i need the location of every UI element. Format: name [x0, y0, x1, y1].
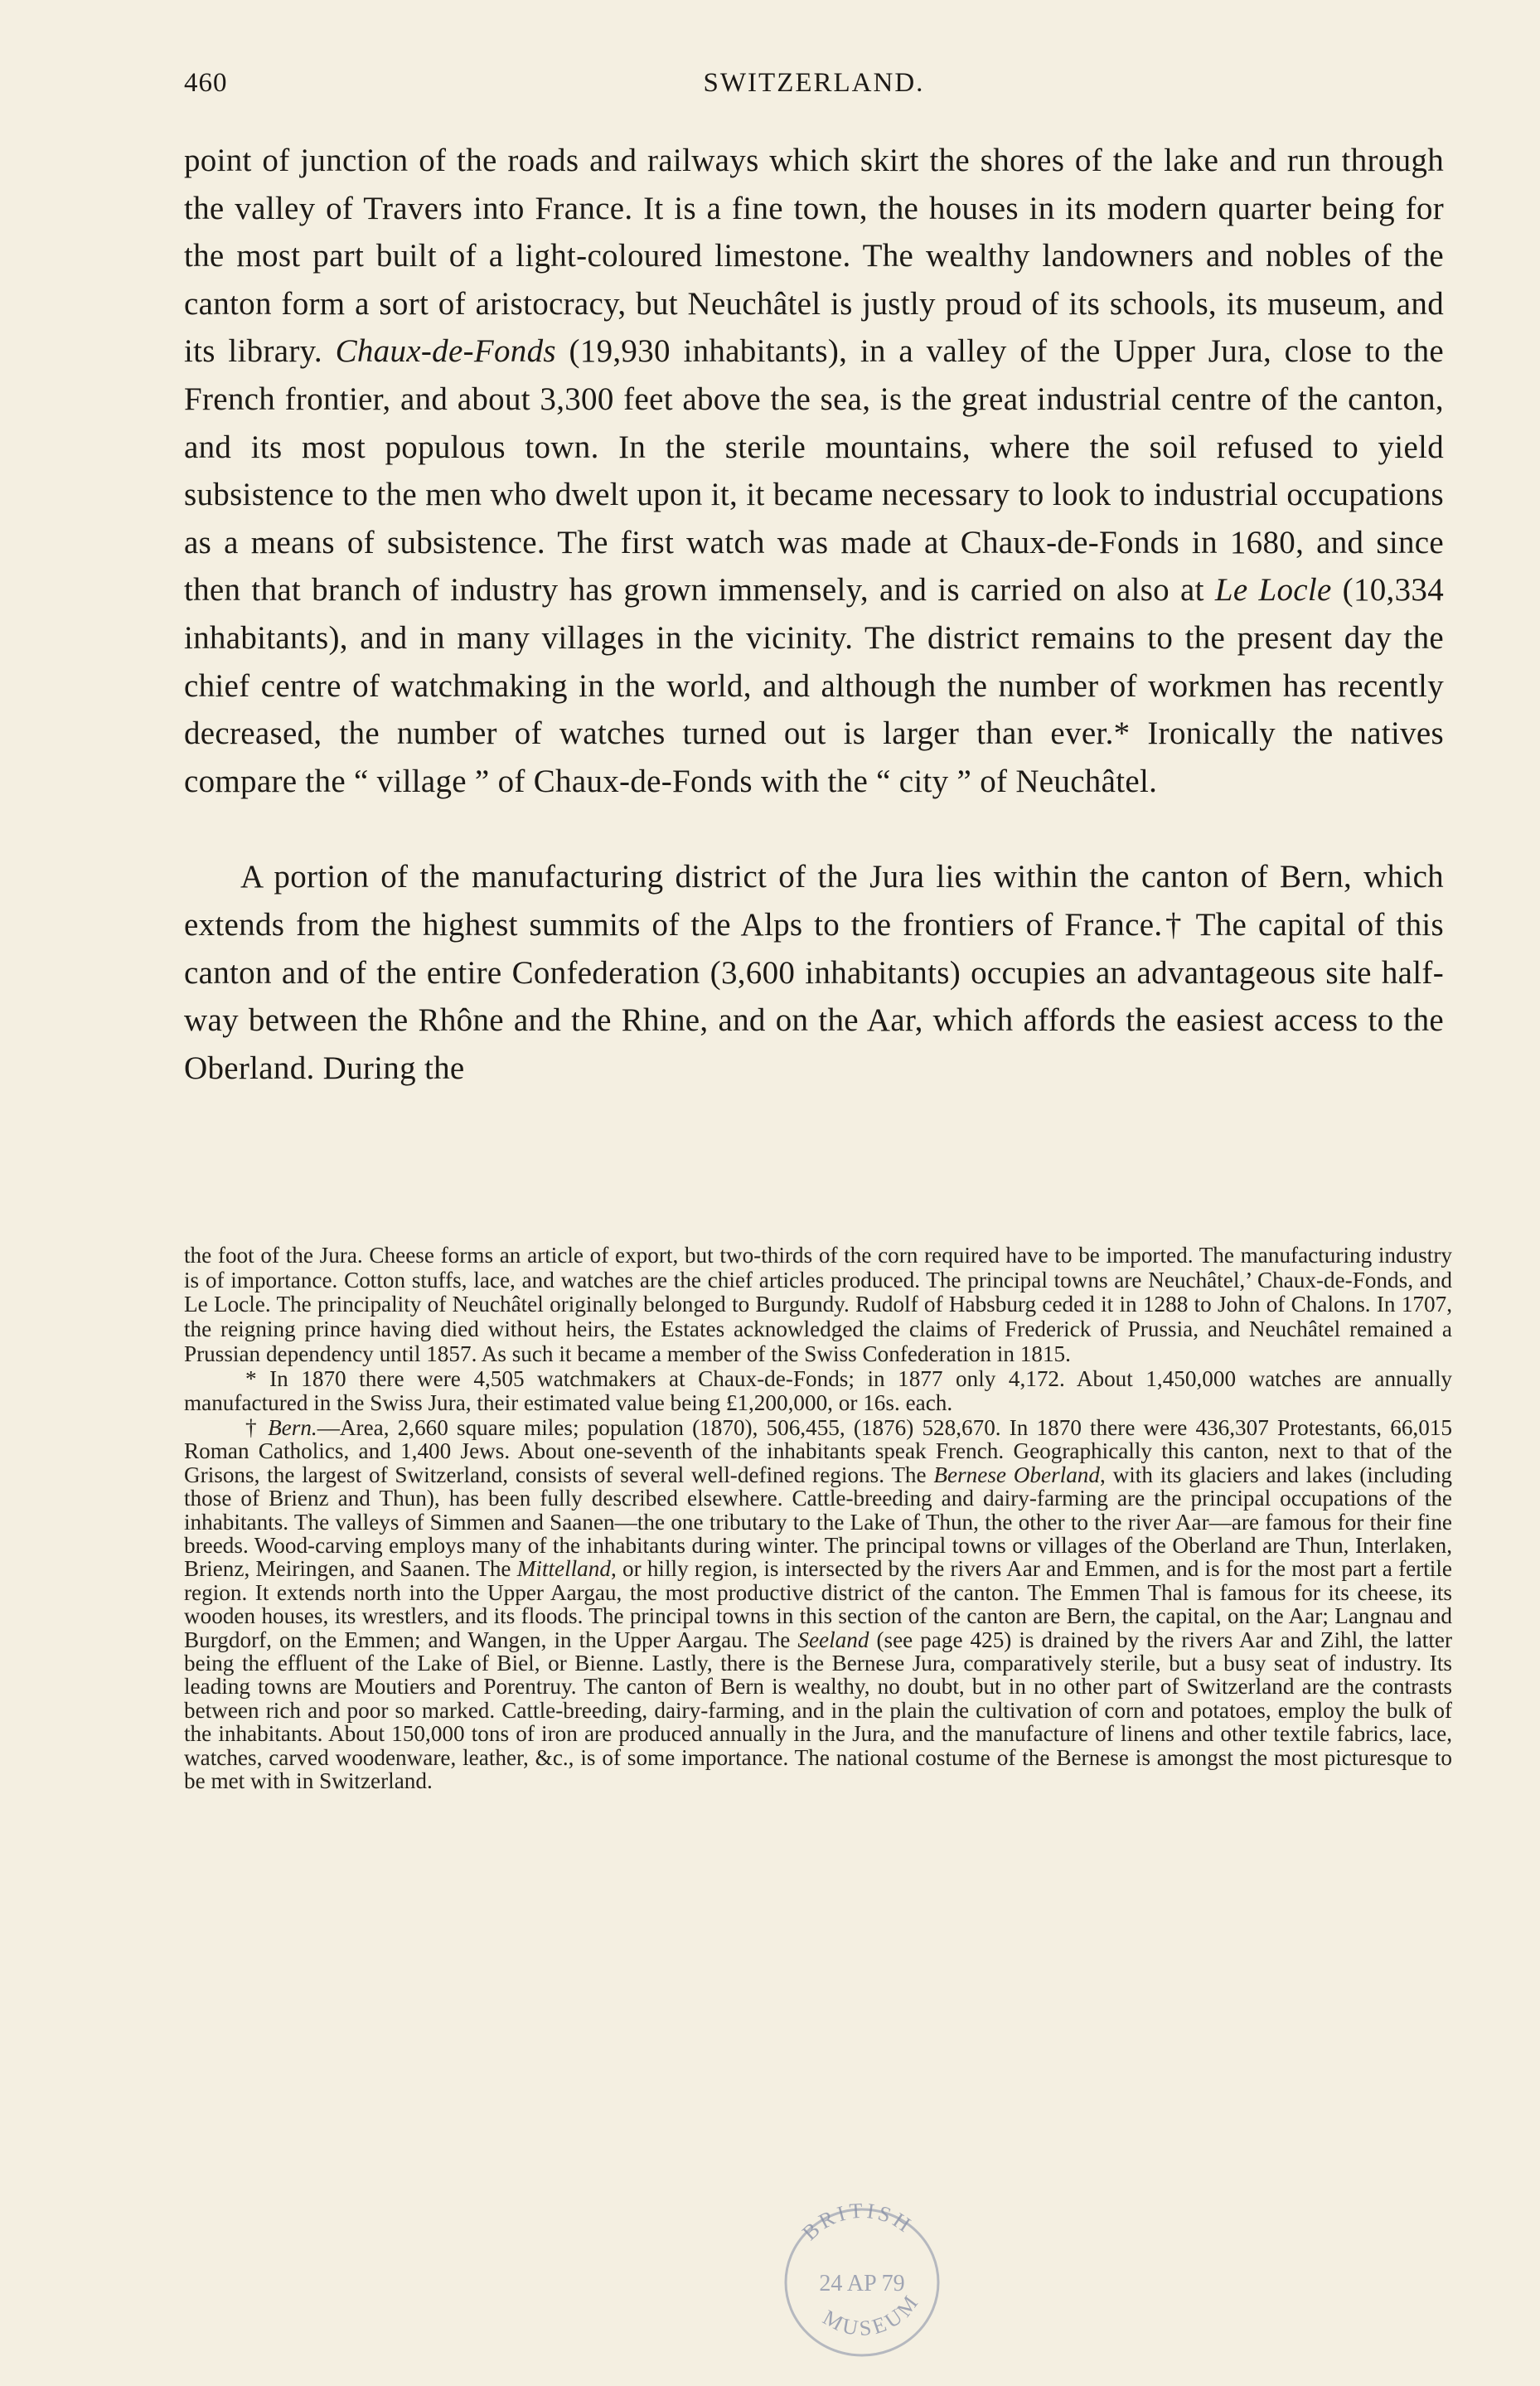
page-number: 460	[184, 68, 228, 98]
library-stamp	[771, 2193, 953, 2367]
footnote-bern-part-d: (see page 425) is drained by the rivers Aar and Zihl, the latter being the effluent of the Lake of Biel, or Bienne. Lastly, there is the Bernese Jura, comparatively sterile, but a busy seat of industry. Its leading towns are Moutiers and Porentruy. The canton of Bern is wealthy, no doubt, but in no other part of Switzerland are the contrasts between rich and poor so marked. Cattle-breeding, dairy-farming, and in the plain the cultivation of corn and potatoes, employ the bulk of the inhabitants. About 150,000 tons of iron are produced annually in the Jura, and the manufacture of linens and other textile fabrics, lace, watches, carved woodenware, leather, &c., is of some importance. The national costume of the Bernese is amongst the most picturesque to be met with in Switzerland.	[184, 1627, 1452, 1794]
stamp-top-text: BRITISH	[797, 2198, 918, 2245]
footnotes	[184, 1244, 1452, 1792]
footnote-dagger-mark: †	[245, 1414, 269, 1440]
place-chaux-de-fonds: Chaux-de-Fonds	[335, 333, 556, 370]
footnote-star: * In 1870 there were 4,505 watchmakers at Chaux-de-Fonds; in 1877 only 4,172. About 1,450,000 watches are annually manufactured in the Swiss Jura, their estimated value being £1,200,000, or 16s. each.	[184, 1365, 1452, 1416]
footnote-continued: the foot of the Jura. Cheese forms an article of export, but two-thirds of the corn required have to be imported. The manufacturing industry is of importance. Cotton stuffs, lace, and watches are the chief articles produced. The principal towns are Neuchâtel,’ Chaux-de-Fonds, and Le Locle. The principality of Neuchâtel originally belonged to Burgundy. Rudolf of Habsburg ceded it in 1288 to John of Chalons. In 1707, the reigning prince having died without heirs, the Estates acknowledged the claims of Frederick of Prussia, and Neuchâtel remained a Prussian dependency until 1857. As such it became a member of the Swiss Confederation in 1815.	[184, 1243, 1452, 1366]
footnote-bern-title: Bern.	[268, 1414, 317, 1440]
page-header	[184, 68, 1444, 109]
main-text	[184, 137, 1444, 1092]
paragraph-1-part-b: (19,930 inhabitants), in a valley of the Upper Jura, close to the French frontier, and about 3,300 feet above the sea, is the great industrial centre of the canton, and its most populous town. In the sterile mountains, where the soil refused to yield subsistence to the men who dwelt upon it, it became necessary to look to industrial occupations as a means of subsistence. The first watch was made at Chaux-de-Fonds in 1680, and since then that branch of industry has grown immensely, and is carried on also at	[184, 333, 1444, 609]
term-bernese-oberland: Bernese Oberland	[933, 1462, 1100, 1487]
footnote-bern-part-a: —Area, 2,660 square miles; population (1870), 506,455, (1876) 528,670. In 1870 there were 436,307 Protestants, 66,015 Roman Catholics, and 1,400 Jews. About one-seventh of the inhabitants speak French. Geographically this canton, next to that of the Grisons, the largest of Switzerland, consists of several well-defined regions. The	[184, 1414, 1453, 1487]
paragraph-1	[184, 137, 1444, 805]
stamp-date: 24 AP 79	[819, 2271, 905, 2296]
footnote-bern-part-c: , or hilly region, is intersected by the rivers Aar and Emmen, and is for the most part a fertile region. It extends north into the Upper Aargau, the most productive district of the canton. The Emmen Thal is famous for its cheese, its wooden houses, its wrestlers, and its floods. The principal towns in this section of the canton are Bern, the capital, on the Aar; Langnau and Burgdorf, on the Emmen; and Wangen, in the Upper Aargau. The	[184, 1556, 1452, 1652]
paragraph-2: A portion of the manufacturing district of the Jura lies within the canton of Bern, which extends from the highest summits of the Alps to the frontiers of France.† The capital of this canton and of the entire Confederation (3,600 inhabitants) occupies an advantageous site half-way between the Rhône and the Rhine, and on the Aar, which affords the easiest access to the Oberland. During the	[184, 859, 1444, 1086]
term-seeland: Seeland	[797, 1627, 869, 1652]
place-le-locle: Le Locle	[1214, 572, 1332, 609]
library-stamp-graphic	[771, 2193, 953, 2367]
term-mittelland: Mittelland	[516, 1556, 611, 1582]
paragraph-1-part-c: (10,334 inhabitants), and in many villages in the vicinity. The district remains to the present day the chief centre of watchmaking in the world, and although the number of workmen has recently decreased, the number of watches turned out is larger than ever.* Ironically the natives compare the “ village ” of Chaux-de-Fonds with the “ city ” of Neuchâtel.	[184, 572, 1445, 799]
paragraph-1-part-a: point of junction of the roads and railways which skirt the shores of the lake and run through the valley of Travers into France. It is a fine town, the houses in its modern quarter being for the most part built of a light-coloured limestone. The wealthy landowners and nobles of the canton form a sort of aristocracy, but Neuchâtel is justly proud of its schools, its museum, and its library.	[184, 143, 1444, 370]
running-head: SWITZERLAND.	[703, 68, 925, 98]
footnote-bern-part-b: , with its glaciers and lakes (including those of Brienz and Thun), has been fully described elsewhere. Cattle-breeding and dairy-farming are the principal occupations of the inhabitants. The valleys of Simmen and Saanen—the one tributary to the Lake of Thun, the other to the river Aar—are famous for their fine breeds. Wood-carving employs many of the inhabitants during winter. The principal towns or villages of the Oberland are Thun, Interlaken, Brienz, Meiringen, and Saanen. The	[184, 1462, 1452, 1582]
footnote-dagger-bern	[184, 1416, 1452, 1793]
stamp-bottom-text: MUSEUM	[818, 2288, 925, 2341]
